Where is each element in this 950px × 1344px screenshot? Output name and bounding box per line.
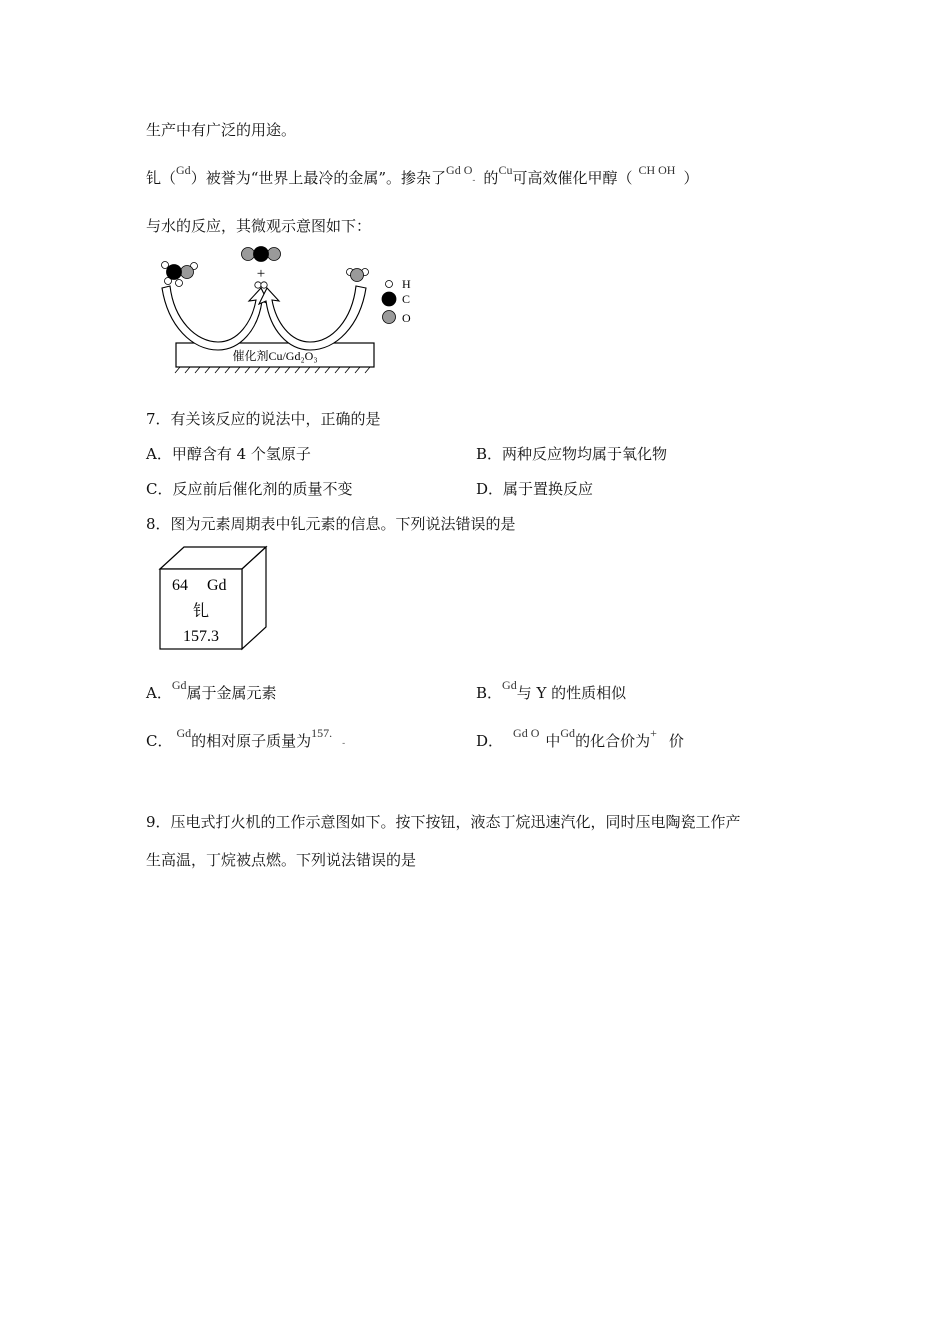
q9-line-2: 生高温，丁烷被点燃。下列说法错误的是 bbox=[146, 851, 417, 869]
methanol-molecule bbox=[162, 262, 198, 287]
atomic-number: 64 bbox=[172, 577, 188, 594]
legend-c-label: C bbox=[402, 292, 411, 306]
mass-tail: - bbox=[342, 739, 346, 749]
option-label: A． bbox=[146, 684, 172, 702]
subscript-mark: - bbox=[472, 176, 476, 186]
text-segment: 钆（ bbox=[146, 169, 177, 187]
formula-gd2o3: Gd O bbox=[446, 163, 473, 177]
plus-sign: + bbox=[256, 266, 266, 282]
q7-option-c: C．反应前后催化剂的质量不变 bbox=[146, 480, 353, 498]
q7-stem: 7．有关该反应的说法中，正确的是 bbox=[146, 410, 381, 428]
formula-cu: Cu bbox=[498, 163, 513, 177]
q8-option-c bbox=[146, 726, 346, 754]
q7-option-b: B．两种反应物均属于氧化物 bbox=[476, 445, 668, 463]
intro-line-1: 生产中有广泛的用途。 bbox=[146, 121, 297, 139]
q8-option-d bbox=[476, 726, 684, 752]
q8-option-b bbox=[476, 678, 627, 704]
formula-gd: Gd bbox=[560, 726, 576, 740]
formula-gd2o3: Gd O bbox=[513, 726, 540, 740]
hatch bbox=[175, 367, 374, 373]
arrow-right bbox=[259, 286, 366, 350]
legend-h-swatch bbox=[386, 281, 393, 288]
legend-o-swatch bbox=[383, 311, 396, 324]
mass-value: 157. bbox=[311, 726, 333, 740]
option-text: 中 bbox=[545, 732, 561, 750]
formula-gd: Gd bbox=[176, 163, 191, 177]
q7-option-d: D．属于置换反应 bbox=[476, 480, 594, 498]
valence-sign: + bbox=[650, 726, 657, 740]
legend-o-label: O bbox=[402, 311, 411, 325]
option-label: B． bbox=[476, 684, 503, 702]
arrow-left bbox=[162, 286, 269, 350]
water-molecule bbox=[347, 269, 369, 282]
legend bbox=[382, 277, 411, 325]
text-segment: ）被誉为“世界上最冷的金属”。掺杂了 bbox=[190, 169, 447, 187]
option-text: 的相对原子质量为 bbox=[191, 732, 312, 750]
formula-gd: Gd bbox=[171, 678, 187, 692]
reaction-diagram bbox=[146, 238, 436, 376]
option-text: 属于金属元素 bbox=[186, 684, 277, 702]
co2-molecule bbox=[242, 247, 281, 262]
option-label: C． bbox=[146, 732, 173, 750]
element-tile bbox=[156, 545, 272, 653]
text-segment: ） bbox=[683, 169, 699, 187]
formula-ch3oh: CH OH bbox=[638, 163, 676, 177]
option-text: 的化合价为 bbox=[575, 732, 651, 750]
catalyst-label: 催化剂Cu/Gd₂O₃ bbox=[232, 349, 318, 363]
element-symbol: Gd bbox=[207, 577, 227, 594]
text-segment: 可高效催化甲醇（ bbox=[512, 169, 633, 187]
formula-gd: Gd bbox=[176, 726, 192, 740]
q7-option-a: A．甲醇含有 4 个氢原子 bbox=[146, 445, 311, 463]
legend-c-swatch bbox=[382, 292, 396, 306]
formula-gd: Gd bbox=[502, 678, 517, 692]
intro-line-2 bbox=[146, 163, 699, 191]
q9-line-1: 9．压电式打火机的工作示意图如下。按下按钮，液态丁烷迅速汽化，同时压电陶瓷工作产 bbox=[146, 813, 741, 831]
option-text: 价 bbox=[668, 732, 684, 750]
q8-option-a bbox=[146, 678, 277, 704]
option-label: D． bbox=[476, 732, 504, 750]
q8-stem: 8．图为元素周期表中钆元素的信息。下列说法错误的是 bbox=[146, 515, 516, 533]
legend-h-label: H bbox=[402, 277, 411, 291]
atomic-mass: 157.3 bbox=[183, 628, 219, 645]
option-text: 与 Y 的性质相似 bbox=[516, 684, 627, 702]
text-segment: 的 bbox=[483, 169, 499, 187]
element-name: 钆 bbox=[192, 603, 210, 620]
intro-line-3: 与水的反应，其微观示意图如下： bbox=[146, 217, 372, 235]
